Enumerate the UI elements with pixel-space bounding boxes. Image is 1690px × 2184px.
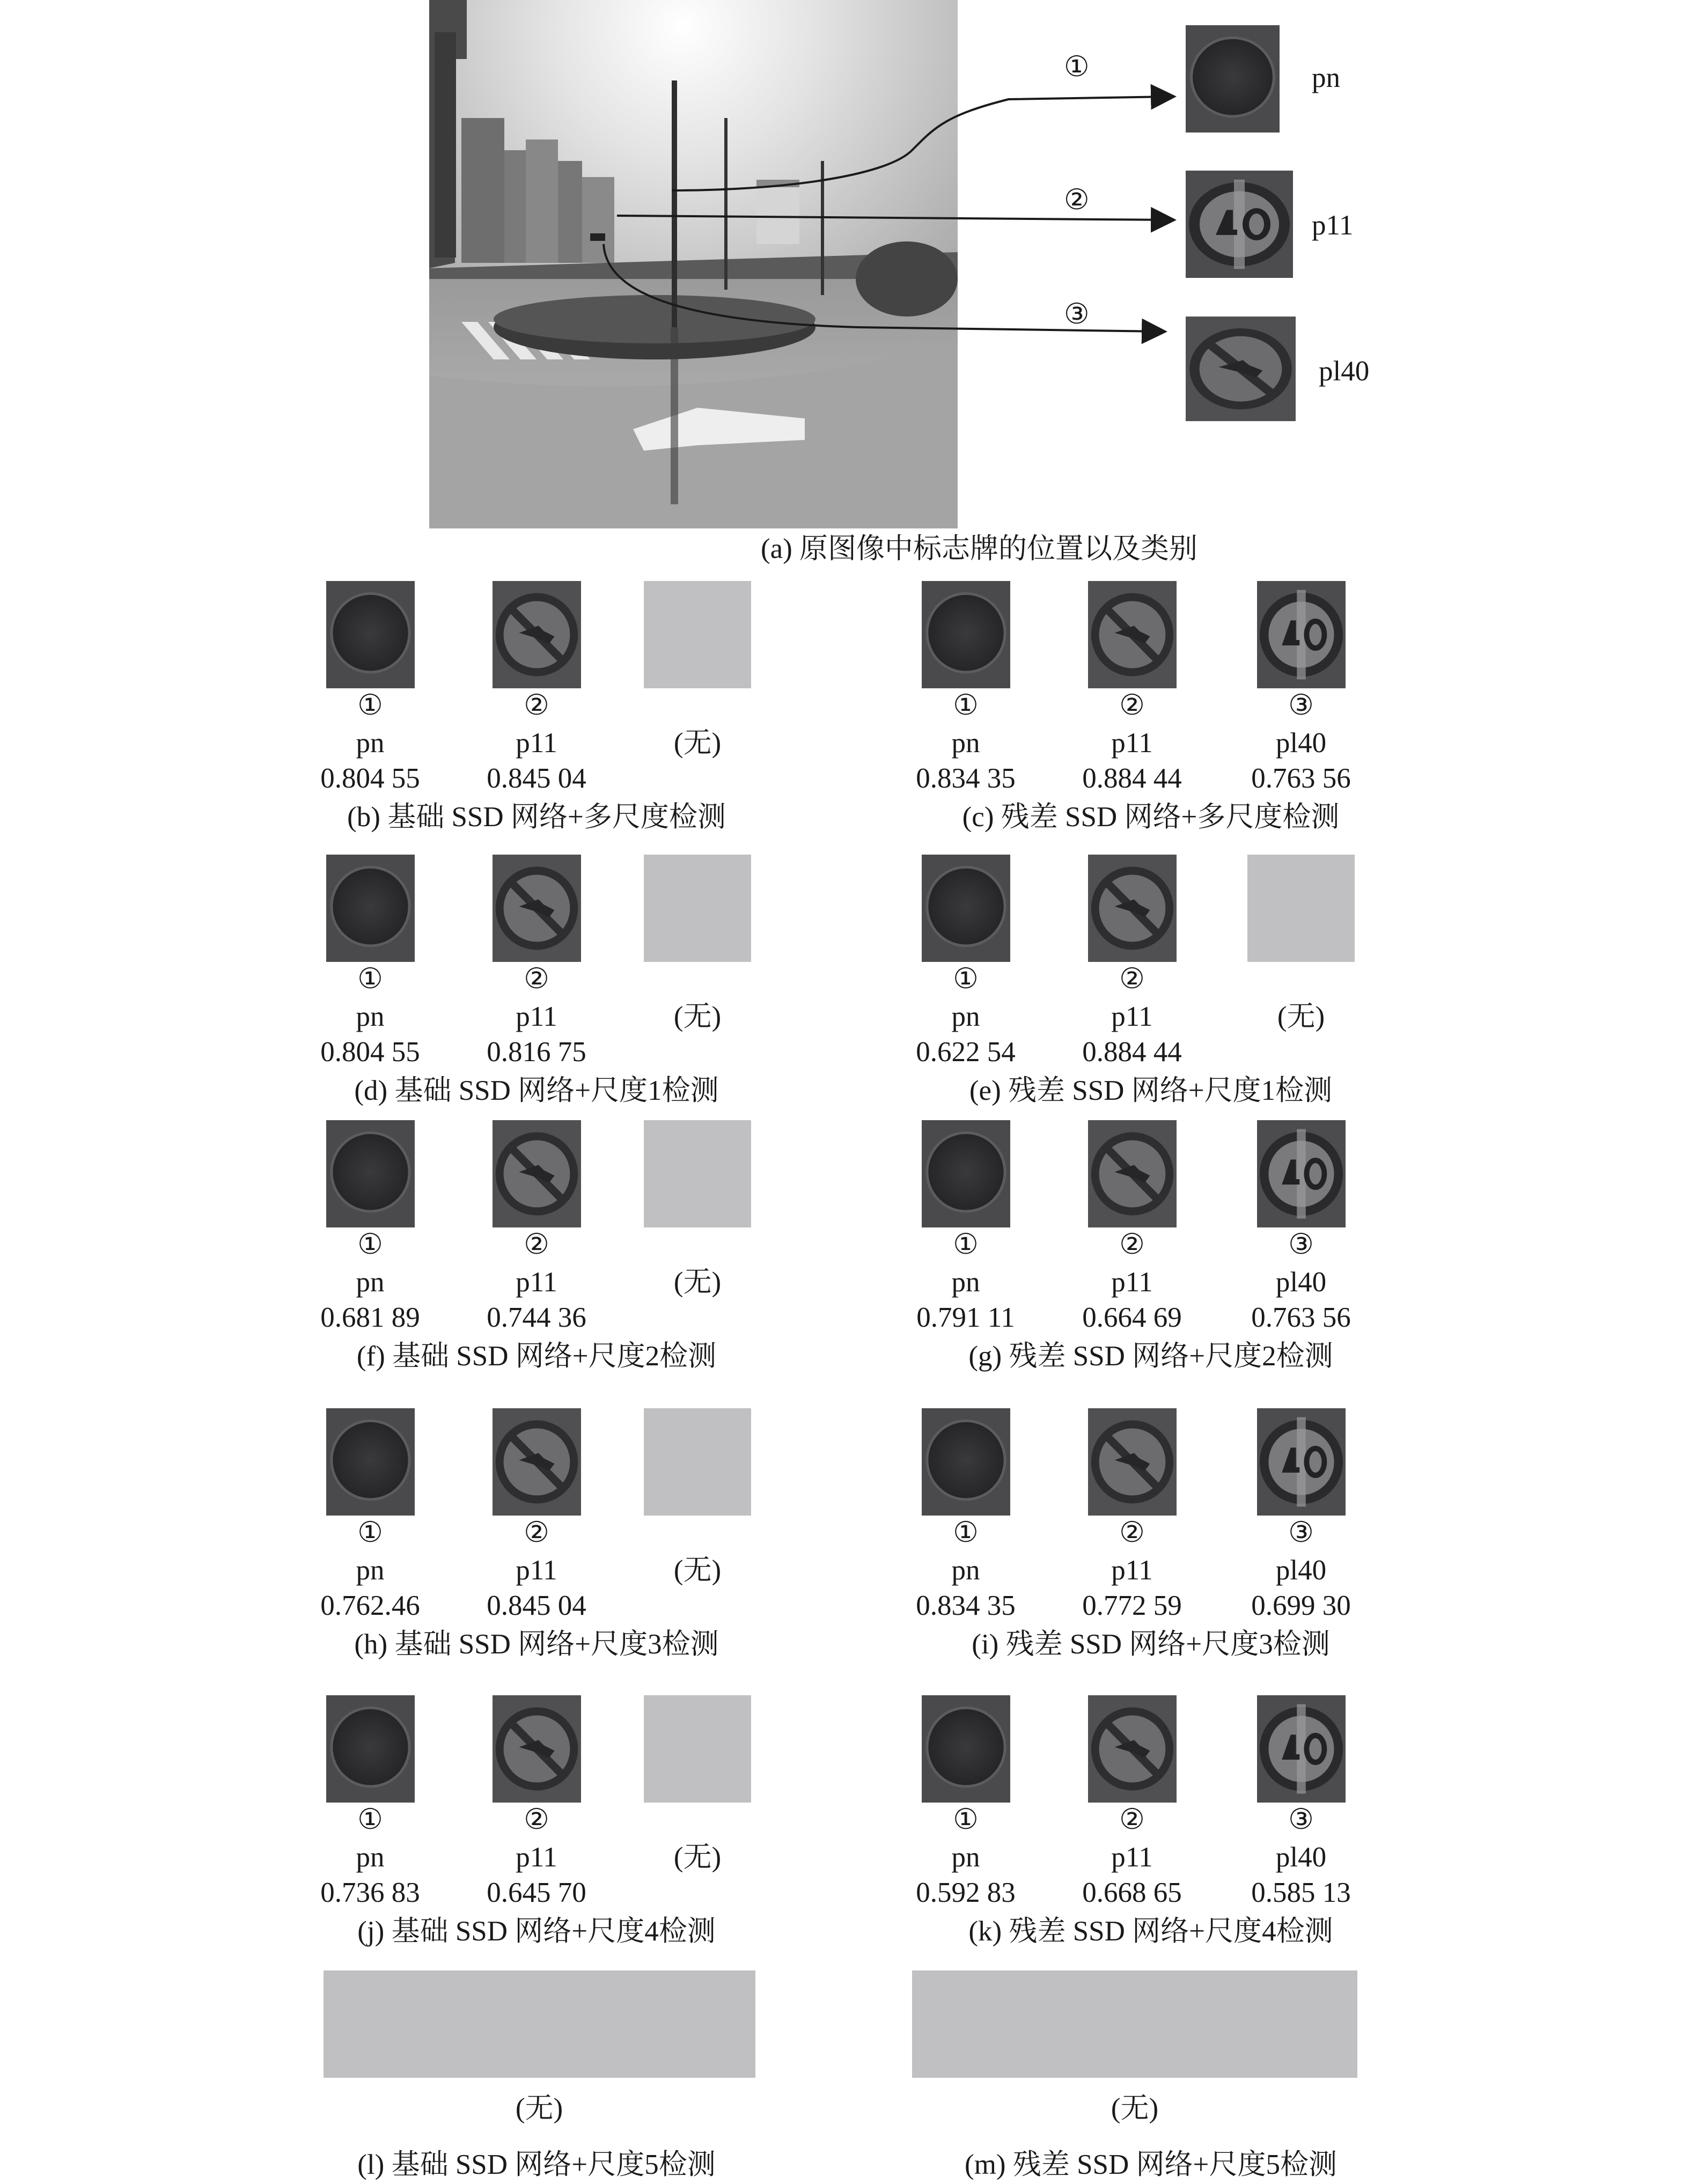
arrow-2-marker: ② (1064, 185, 1090, 216)
sign-thumbnail-black (326, 855, 415, 962)
arrow-3-marker: ③ (1064, 299, 1090, 330)
detection-marker: ① (953, 690, 979, 721)
detection-marker: ① (953, 1804, 979, 1835)
empty-slot (644, 581, 751, 688)
sign-thumbnail-slash (493, 1120, 581, 1227)
detection-score: 0.736 83 (320, 1877, 420, 1908)
panel-caption: (l) 基础 SSD 网络+尺度5检测 (357, 2149, 716, 2180)
detection-class: pl40 (1275, 1842, 1327, 1873)
detection-class: pn (356, 1001, 385, 1032)
detection-marker: ② (524, 1517, 549, 1548)
detection-marker: ② (524, 1804, 549, 1835)
detection-marker: ① (953, 1229, 979, 1260)
sign-thumbnail-slash (1088, 581, 1177, 688)
empty-slot (644, 1408, 751, 1516)
empty-slot (644, 1120, 751, 1227)
panel-caption: (h) 基础 SSD 网络+尺度3检测 (354, 1629, 719, 1660)
detection-marker: ② (1119, 1517, 1145, 1548)
detection-score: 0.884 44 (1082, 1036, 1182, 1068)
panel-caption: (f) 基础 SSD 网络+尺度2检测 (356, 1341, 717, 1372)
sign-thumbnail-black (922, 855, 1010, 962)
arrow-1-marker: ① (1064, 52, 1090, 83)
arrow-2 (617, 216, 1172, 220)
sign-thumbnail-black (922, 1120, 1010, 1227)
detection-score: 0.845 04 (487, 763, 586, 794)
panel-caption: (m) 残差 SSD 网络+尺度5检测 (965, 2149, 1337, 2180)
detection-marker: ③ (1288, 1517, 1314, 1548)
empty-slot (1247, 855, 1355, 962)
detection-score: 0.884 44 (1082, 763, 1182, 794)
detection-class: p11 (516, 1555, 557, 1586)
sign-thumbnail-black (326, 1695, 415, 1803)
none-label: (无) (673, 1555, 722, 1586)
arrow-1-label: pn (1312, 62, 1340, 93)
sign-thumbnail-slash (1088, 1120, 1177, 1227)
detection-score: 0.664 69 (1082, 1302, 1182, 1333)
sign-thumbnail-forty (1257, 1120, 1346, 1227)
detection-marker: ① (953, 964, 979, 995)
detection-score: 0.763 56 (1251, 763, 1351, 794)
detection-score: 0.585 13 (1251, 1877, 1351, 1908)
detection-class: p11 (1111, 727, 1153, 759)
detection-marker: ② (524, 690, 549, 721)
detection-marker: ① (357, 964, 383, 995)
detection-class: pn (951, 1842, 980, 1873)
crop-pl40 (1186, 317, 1296, 421)
arrow-2-label: p11 (1312, 210, 1354, 241)
none-label: (无) (673, 727, 722, 759)
detection-class: pn (951, 1001, 980, 1032)
panel-caption: (g) 残差 SSD 网络+尺度2检测 (968, 1341, 1333, 1372)
detection-marker: ① (953, 1517, 979, 1548)
panel-caption: (c) 残差 SSD 网络+多尺度检测 (962, 801, 1340, 833)
sign-thumbnail-slash (1088, 1408, 1177, 1516)
arrow-3-label: pl40 (1319, 356, 1370, 387)
detection-score: 0.592 83 (916, 1877, 1016, 1908)
none-label: (无) (673, 1001, 722, 1032)
detection-class: pl40 (1275, 1267, 1327, 1298)
detection-class: pn (356, 727, 385, 759)
panel-caption: (e) 残差 SSD 网络+尺度1检测 (969, 1075, 1333, 1106)
detection-class: p11 (516, 1267, 557, 1298)
detection-score: 0.816 75 (487, 1036, 586, 1068)
detection-class: pn (356, 1267, 385, 1298)
detection-marker: ① (357, 1517, 383, 1548)
sign-thumbnail-black (922, 581, 1010, 688)
panel-caption: (b) 基础 SSD 网络+多尺度检测 (347, 801, 726, 833)
sign-thumbnail-black (326, 581, 415, 688)
detection-class: pn (951, 1555, 980, 1586)
empty-result-box (324, 1970, 755, 2078)
detection-marker: ③ (1288, 1804, 1314, 1835)
none-label: (无) (673, 1842, 722, 1873)
panel-caption: (i) 残差 SSD 网络+尺度3检测 (972, 1629, 1330, 1660)
none-label: (无) (1111, 2093, 1159, 2124)
detection-score: 0.668 65 (1082, 1877, 1182, 1908)
detection-score: 0.834 35 (916, 763, 1016, 794)
detection-score: 0.744 36 (487, 1302, 586, 1333)
crop-p11 (1186, 171, 1293, 278)
sign-thumbnail-slash (493, 1695, 581, 1803)
detection-marker: ② (1119, 690, 1145, 721)
detection-score: 0.804 55 (320, 763, 420, 794)
detection-score: 0.762.46 (320, 1590, 420, 1621)
detection-marker: ① (357, 1229, 383, 1260)
sign-thumbnail-slash (1088, 855, 1177, 962)
detection-marker: ② (524, 1229, 549, 1260)
detection-marker: ① (357, 1804, 383, 1835)
sign-thumbnail-slash (1088, 1695, 1177, 1803)
detection-class: pn (356, 1842, 385, 1873)
detection-class: pn (951, 1267, 980, 1298)
detection-marker: ② (1119, 964, 1145, 995)
none-label: (无) (1277, 1001, 1325, 1032)
panel-caption: (d) 基础 SSD 网络+尺度1检测 (354, 1075, 719, 1106)
detection-score: 0.763 56 (1251, 1302, 1351, 1333)
detection-marker: ② (1119, 1229, 1145, 1260)
sign-thumbnail-forty (1257, 1695, 1346, 1803)
empty-slot (644, 1695, 751, 1803)
caption-a: (a) 原图像中标志牌的位置以及类别 (760, 533, 1198, 564)
none-label: (无) (673, 1267, 722, 1298)
detection-class: pl40 (1275, 1555, 1327, 1586)
detection-marker: ② (524, 964, 549, 995)
sign-thumbnail-slash (493, 855, 581, 962)
detection-class: p11 (516, 1842, 557, 1873)
none-label: (无) (515, 2093, 563, 2124)
sign-thumbnail-forty (1257, 1408, 1346, 1516)
crop-pn (1186, 25, 1280, 133)
detection-class: p11 (516, 727, 557, 759)
detection-marker: ③ (1288, 690, 1314, 721)
detection-marker: ③ (1288, 1229, 1314, 1260)
detection-class: pn (356, 1555, 385, 1586)
detection-score: 0.845 04 (487, 1590, 586, 1621)
detection-score: 0.804 55 (320, 1036, 420, 1068)
detection-class: p11 (516, 1001, 557, 1032)
detection-marker: ① (357, 690, 383, 721)
panel-caption: (k) 残差 SSD 网络+尺度4检测 (968, 1916, 1333, 1947)
detection-score: 0.834 35 (916, 1590, 1016, 1621)
panel-caption: (j) 基础 SSD 网络+尺度4检测 (357, 1916, 716, 1947)
detection-score: 0.699 30 (1251, 1590, 1351, 1621)
detection-score: 0.791 11 (916, 1302, 1015, 1333)
detection-score: 0.622 54 (916, 1036, 1016, 1068)
sign-thumbnail-forty (1257, 581, 1346, 688)
sign-thumbnail-black (922, 1408, 1010, 1516)
detection-class: p11 (1111, 1267, 1153, 1298)
sign-thumbnail-black (922, 1695, 1010, 1803)
detection-score: 0.681 89 (320, 1302, 420, 1333)
detection-class: pl40 (1275, 727, 1327, 759)
sign-thumbnail-black (326, 1408, 415, 1516)
empty-slot (644, 855, 751, 962)
detection-score: 0.645 70 (487, 1877, 586, 1908)
arrow-1 (672, 97, 1172, 190)
detection-marker: ② (1119, 1804, 1145, 1835)
sign-thumbnail-slash (493, 581, 581, 688)
detection-class: p11 (1111, 1555, 1153, 1586)
sign-thumbnail-slash (493, 1408, 581, 1516)
detection-class: p11 (1111, 1001, 1153, 1032)
empty-result-box (912, 1970, 1357, 2078)
sign-thumbnail-black (326, 1120, 415, 1227)
detection-class: pn (951, 727, 980, 759)
detection-class: p11 (1111, 1842, 1153, 1873)
detection-score: 0.772 59 (1082, 1590, 1182, 1621)
connector-arrows (0, 0, 1690, 376)
